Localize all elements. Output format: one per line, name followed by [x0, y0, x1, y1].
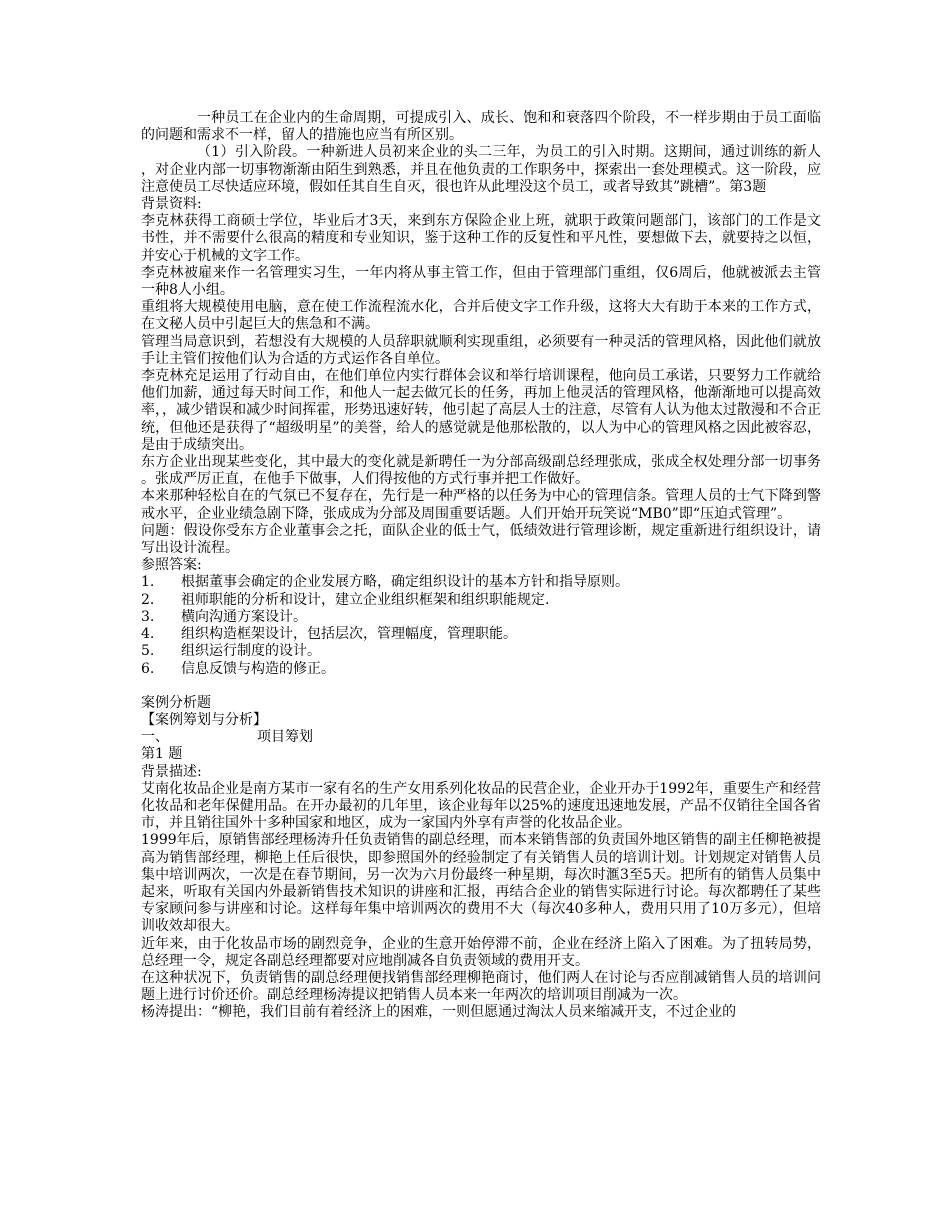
answer-item [141, 626, 821, 643]
section-number: 一、 [141, 729, 169, 746]
case-analysis-title: 案例分析题 [141, 694, 211, 711]
case2-paragraph: 1999年后，原销售部经理杨涛升任负责销售的副总经理，而本来销售部的负责国外地区销售的副主任柳艳被提高为销售部经理，柳艳上任后很快，即参照国外的经验制定了有关销售人员的培训计划。计划规定对销售人员集中培训两次，一次是在春节期间，另一次为六月份最终一种星期，每次时滙3至5天。把所有的销售人员集中起来，听取有关国内外最新销售技术知识的讲座和汇报，再结合企业的销售实际进行讨论。每次都聘任了某些专家顾问参与讲座和讨论。这样每年集中培训两次的费用不大（每次40多种人，费用只用了10万多元），但培训收效却很大。 [141, 832, 821, 935]
answer-label: 参照答案: [141, 557, 202, 574]
case2-paragraph: 近年来，由于化妆品市场的剧烈竞争，企业的生意开始停滞不前，企业在经济上陷入了困难。为了扭转局势，总经理一令，规定各副总经理都要对应地削减各自负责领域的费用开支。 [141, 935, 821, 969]
background-label: 背景资料: [141, 196, 202, 213]
answer-text: 祖师职能的分析和设计，建立企业组织框架和组织职能规定. [181, 591, 550, 608]
answer-text: 横向沟通方案设计。 [181, 608, 307, 625]
answer-number: 6. [141, 660, 155, 677]
answer-item [141, 574, 821, 591]
background-desc-label: 背景描述: [141, 763, 202, 780]
answer-text: 组织运行制度的设计。 [181, 643, 321, 660]
answer-number: 5. [141, 643, 155, 660]
answer-text: 信息反馈与构造的修正。 [181, 660, 335, 677]
answer-item [141, 609, 821, 626]
answer-text: 根据董事会确定的企业发展方略，确定组织设计的基本方针和指导原则。 [181, 574, 629, 591]
answer-item [141, 661, 821, 678]
case2-paragraph: 在这种状况下，负责销售的副总经理便找销售部经理柳艳商讨，他们两人在讨论与否应削减销售人员的培训问题上进行讨价还价。副总经理杨涛提议把销售人员本来一年两次的培训项目削减为一次。 [141, 969, 821, 1004]
section-title: 项目筹划 [257, 729, 313, 746]
case1-paragraph: 李克林充足运用了行动自由，在他们单位内实行群体会议和举行培训课程，他向员工承诺，只要努力工作就给他们加薪，通过每天时间工作，和他人一起去做冗长的任务，再加上他灵活的管理风格，他渐渐地可以提高效率，，减少错误和减少时间挥霍，形势迅速好转，他引起了高层人士的注意，尽管有人认为他太过散漫和不合正统，但他还是获得了“超级明星”的美誉，给人的感觉就是他那松散的，以人为中心的管理风格之因此被容忍，是由于成绩突出。 [141, 368, 821, 453]
document-page [141, 110, 821, 1022]
answer-item [141, 592, 821, 609]
case-planning-title: 【案例筹划与分析】 [141, 711, 267, 728]
case1-question: 问题：假设你受东方企业董事会之托，面队企业的低士气，低绩效进行管理诊断，规定重新进行组织设计，请写出设计流程。 [141, 522, 821, 557]
stage-paragraph: （1）引入阶段。一种新进人员初来企业的头二三年，为员工的引入时期。这期间，通过训练的新人，对企业内部一切事物渐渐由陌生到熟悉，并且在他负责的工作职务中，探索出一套处理模式。这一阶段，应注意使员工尽快适应环境，假如任其自生自灭，很也许从此埋没这个员工，或者导致其”跳槽”。第3题 [141, 144, 821, 195]
case2-paragraph: 艾南化妆品企业是南方某市一家有名的生产女用系列化妆品的民营企业，企业开办于1992年，重要生产和经营化妆品和老年保健用品。在开办最初的几年里，该企业每年以25%的速度迅速地发展，产品不仅销往全国各省市，并且销往国外十多种国家和地区，成为一家国内外享有声誉的化妆品企业。 [141, 780, 821, 832]
answer-number: 1. [141, 574, 155, 591]
case1-paragraph: 本来那种轻松自在的气氛已不复存在，先行是一种严格的以任务为中心的管理信条。管理人员的士气下降到警戒水平，企业业绩急剧下降，张成成为分部及周围重要话题。人们开始开玩笑说“MB0”即“压迫式管理”。 [141, 488, 821, 522]
case1-paragraph: 管理当局意识到，若想没有大规模的人员辞职就顺利实现重组，必须要有一种灵活的管理风格，因此他们就放手让主管们按他们认为合适的方式运作各自单位。 [141, 333, 821, 367]
answer-number: 3. [141, 608, 155, 625]
question-label: 第1 题 [141, 746, 183, 763]
answer-text: 组织构造框架设计，包括层次，管理幅度，管理职能。 [181, 626, 517, 643]
answer-item [141, 643, 821, 660]
section-heading [141, 729, 821, 746]
case1-paragraph: 重组将大规模使用电脑，意在使工作流程流水化，合并后使文字工作升级，这将大大有助于本来的工作方式，在文秘人员中引起巨大的焦急和不满。 [141, 299, 821, 333]
case1-paragraph: 李克林获得工商硕士学位，毕业后才3天，来到东方保险企业上班，就职于政策问题部门，该部门的工作是文书性，并不需要什么很高的精度和专业知识，鉴于这种工作的反复性和平凡性，要想做下去，就要持之以恒，并安心于机械的文字工作。 [141, 213, 821, 264]
blank-line [141, 678, 821, 695]
case2-paragraph: 杨涛提出：“柳艳，我们目前有着经济上的困难，一则但愿通过淘汰人员来缩减开支，不过企业的 [141, 1004, 737, 1021]
case1-paragraph: 李克林被雇来作一名管理实习生，一年内将从事主管工作，但由于管理部门重组，仅6周后，他就被派去主管一种8人小组。 [141, 264, 821, 299]
answer-number: 4. [141, 626, 155, 643]
answer-number: 2. [141, 591, 155, 608]
case1-paragraph: 东方企业出现某些变化，其中最大的变化就是新聘任一为分部高级副总经理张成，张成全权处理分部一切事务。张成严厉正直，在他手下做事，人们得按他的方式行事并把工作做好。 [141, 454, 821, 488]
intro-paragraph: 一种员工在企业内的生命周期，可提成引入、成长、饱和和衰落四个阶段，不一样步期由于员工面临的问题和需求不一样，留人的措施也应当有所区别。 [141, 110, 821, 144]
